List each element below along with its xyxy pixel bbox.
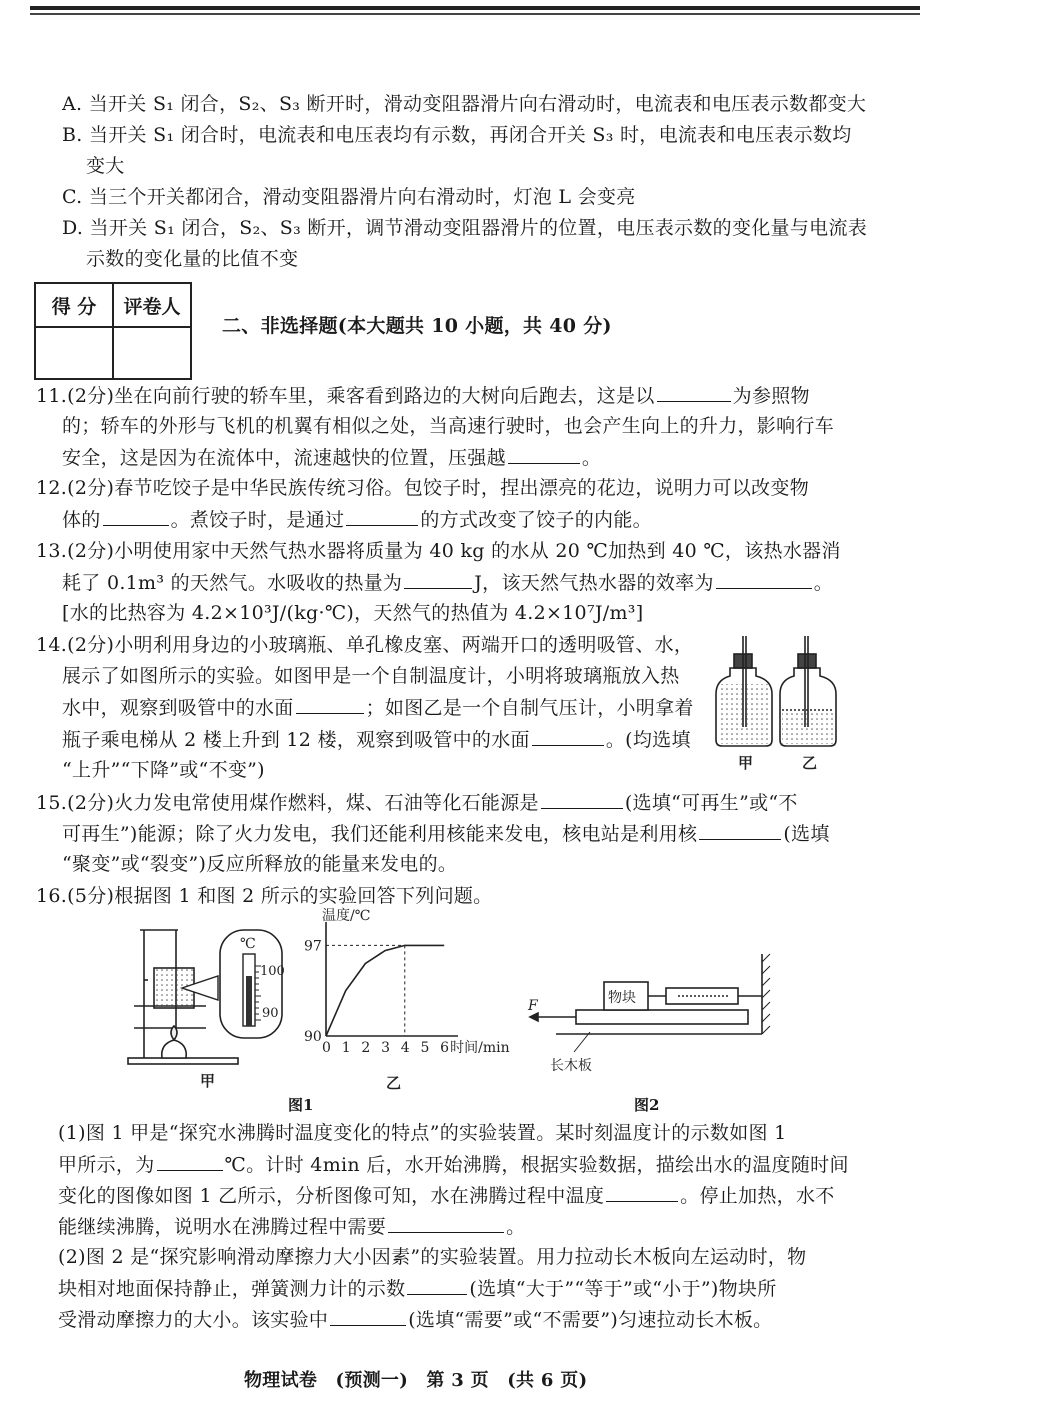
q13-line1: 13.(2分)小明使用家中天然气热水器将质量为 40 kg 的水从 20 ℃加热到 40 ℃，该热水器消 xyxy=(36,540,841,562)
top-border-thin xyxy=(30,13,920,15)
answer-blank[interactable] xyxy=(330,1307,406,1326)
bottle-jia xyxy=(716,636,772,746)
answer-blank[interactable] xyxy=(407,1276,467,1295)
y-tick-label: 90 xyxy=(304,1029,322,1045)
q16-p1-line1: (1)图 1 甲是“探究水沸腾时温度变化的特点”的实验装置。某时刻温度计的示数如图 1 xyxy=(58,1122,787,1144)
option-d-line1: D. 当开关 S₁ 闭合，S₂、S₃ 断开，调节滑动变阻器滑片的位置，电压表示数的变化量与电流表 xyxy=(62,217,868,239)
force-label: F xyxy=(528,998,538,1014)
x-tick-label: 1 xyxy=(341,1040,351,1056)
q16-p2-line1: (2)图 2 是“探究影响滑动摩擦力大小因素”的实验装置。用力拉动长木板向左运动时，物 xyxy=(58,1246,807,1268)
q16-p1-line4: 能继续沸腾，说明水在沸腾过程中需要 。 xyxy=(58,1216,526,1238)
x-axis-label: 时间/min xyxy=(450,1040,510,1056)
q15-line1: 15.(2分)火力发电常使用煤作燃料，煤、石油等化石能源是 (选填“可再生”或“不 xyxy=(36,792,798,814)
q13-line2: 耗了 0.1m³ 的天然气。水吸收的热量为 J，该天然气热水器的效率为 。 xyxy=(62,572,834,594)
fig1-label-jia: 甲 xyxy=(200,1072,216,1090)
q16-p1-line3: 变化的图像如图 1 乙所示，分析图像可知，水在沸腾过程中温度 。停止加热，水不 xyxy=(58,1185,835,1207)
grader-cell xyxy=(113,327,191,379)
fig1-caption: 图1 xyxy=(288,1096,314,1114)
x-tick-label: 5 xyxy=(420,1040,430,1056)
q16-p1-line2: 甲所示，为 ℃。计时 4min 后，水开始沸腾，根据实验数据，描绘出水的温度随时间 xyxy=(58,1154,849,1176)
option-b-line2: 变大 xyxy=(86,155,125,177)
q11-line3: 安全，这是因为在流体中，流速越快的位置，压强越 。 xyxy=(62,447,602,469)
option-c: C. 当三个开关都闭合，滑动变阻器滑片向右滑动时，灯泡 L 会变亮 xyxy=(62,186,636,208)
q16-line1: 16.(5分)根据图 1 和图 2 所示的实验回答下列问题。 xyxy=(36,885,493,907)
answer-blank[interactable] xyxy=(541,790,623,809)
x-tick-label: 2 xyxy=(361,1040,371,1056)
score-table xyxy=(34,282,192,380)
q16-p2-line2: 块相对地面保持静止，弹簧测力计的示数 (选填“大于”“等于”或“小于”)物块所 xyxy=(58,1278,777,1300)
answer-blank[interactable] xyxy=(404,570,472,589)
label-jia: 甲 xyxy=(738,754,754,772)
q14-line1: 14.(2分)小明利用身边的小玻璃瓶、单孔橡皮塞、两端开口的透明吸管、水， xyxy=(36,634,694,656)
q14-line3: 水中，观察到吸管中的水面 ；如图乙是一个自制气压计，小明拿着 xyxy=(62,697,694,719)
label-yi: 乙 xyxy=(802,754,818,772)
y-tick-label: 97 xyxy=(304,938,322,955)
x-tick-label: 4 xyxy=(400,1040,410,1056)
x-tick-label: 0 xyxy=(322,1040,331,1056)
answer-blank[interactable] xyxy=(103,507,169,526)
q14-line5: “上升”“下降”或“不变”) xyxy=(62,759,265,781)
q12-line2: 体的 。煮饺子时，是通过 的方式改变了饺子的内能。 xyxy=(62,509,652,531)
q14-line2: 展示了如图所示的实验。如图甲是一个自制温度计，小明将玻璃瓶放入热 xyxy=(62,665,680,687)
thermo-unit: ℃ xyxy=(240,936,256,952)
option-d-line2: 示数的变化量的比值不变 xyxy=(86,248,299,270)
bottle-yi xyxy=(780,636,836,746)
answer-blank[interactable] xyxy=(699,821,781,840)
q11-line2: 的；轿车的外形与飞机的机翼有相似之处，当高速行驶时，也会产生向上的升力，影响行车 xyxy=(62,415,835,437)
score-cell xyxy=(35,327,113,379)
answer-blank[interactable] xyxy=(532,727,604,746)
answer-blank[interactable] xyxy=(346,507,418,526)
q13-line3: [水的比热容为 4.2×10³J/(kg·℃)，天然气的热值为 4.2×10⁷J/m³] xyxy=(62,602,644,624)
y-axis-label: 温度/℃ xyxy=(322,908,371,924)
q16-p2-line3: 受滑动摩擦力的大小。该实验中 (选填“需要”或“不需要”)匀速拉动长木板。 xyxy=(58,1309,773,1331)
q15-line2: 可再生”)能源；除了火力发电，我们还能利用核能来发电，核电站是利用核 (选填 xyxy=(62,823,830,845)
fig2-friction-setup xyxy=(520,948,780,1078)
answer-blank[interactable] xyxy=(606,1183,678,1202)
page-footer: 物理试卷 (预测一) 第 3 页 (共 6 页) xyxy=(244,1370,588,1391)
x-tick-label: 3 xyxy=(381,1040,390,1056)
top-border xyxy=(30,6,920,10)
fig1-label-yi: 乙 xyxy=(386,1074,402,1092)
block-label: 物块 xyxy=(608,990,636,1006)
q14-bottles-figure xyxy=(710,632,840,782)
answer-blank[interactable] xyxy=(296,695,364,714)
answer-blank[interactable] xyxy=(508,445,580,464)
q12-line1: 12.(2分)春节吃饺子是中华民族传统习俗。包饺子时，捏出漂亮的花边，说明力可以改变物 xyxy=(36,477,810,499)
answer-blank[interactable] xyxy=(657,383,731,402)
temperature-curve xyxy=(326,945,444,1036)
fig2-caption: 图2 xyxy=(634,1096,660,1114)
thermo-90: 90 xyxy=(262,1006,279,1021)
option-a: A. 当开关 S₁ 闭合，S₂、S₃ 断开时，滑动变阻器滑片向右滑动时，电流表和电压表示数都变大 xyxy=(62,93,867,115)
answer-blank[interactable] xyxy=(157,1152,223,1171)
q14-line4: 瓶子乘电梯从 2 楼上升到 12 楼，观察到吸管中的水面 。(均选填 xyxy=(62,729,691,751)
fig1-apparatus xyxy=(120,918,300,1098)
q15-line3: “聚变”或“裂变”)反应所释放的能量来发电的。 xyxy=(62,853,458,875)
answer-blank[interactable] xyxy=(716,570,812,589)
score-header: 得 分 xyxy=(35,283,113,327)
fig1-temperature-chart xyxy=(296,908,510,1094)
thermo-100: 100 xyxy=(260,964,285,979)
section-title: 二、非选择题(本大题共 10 小题，共 40 分) xyxy=(222,315,612,337)
answer-blank[interactable] xyxy=(388,1214,504,1233)
x-tick-label: 6 xyxy=(440,1040,450,1056)
q11-line1: 11.(2分)坐在向前行驶的轿车里，乘客看到路边的大树向后跑去，这是以 为参照物 xyxy=(36,385,810,407)
option-b-line1: B. 当开关 S₁ 闭合时，电流表和电压表均有示数，再闭合开关 S₃ 时，电流表和电压表示数均 xyxy=(62,124,852,146)
grader-header: 评卷人 xyxy=(113,283,191,327)
board-label: 长木板 xyxy=(550,1058,592,1074)
